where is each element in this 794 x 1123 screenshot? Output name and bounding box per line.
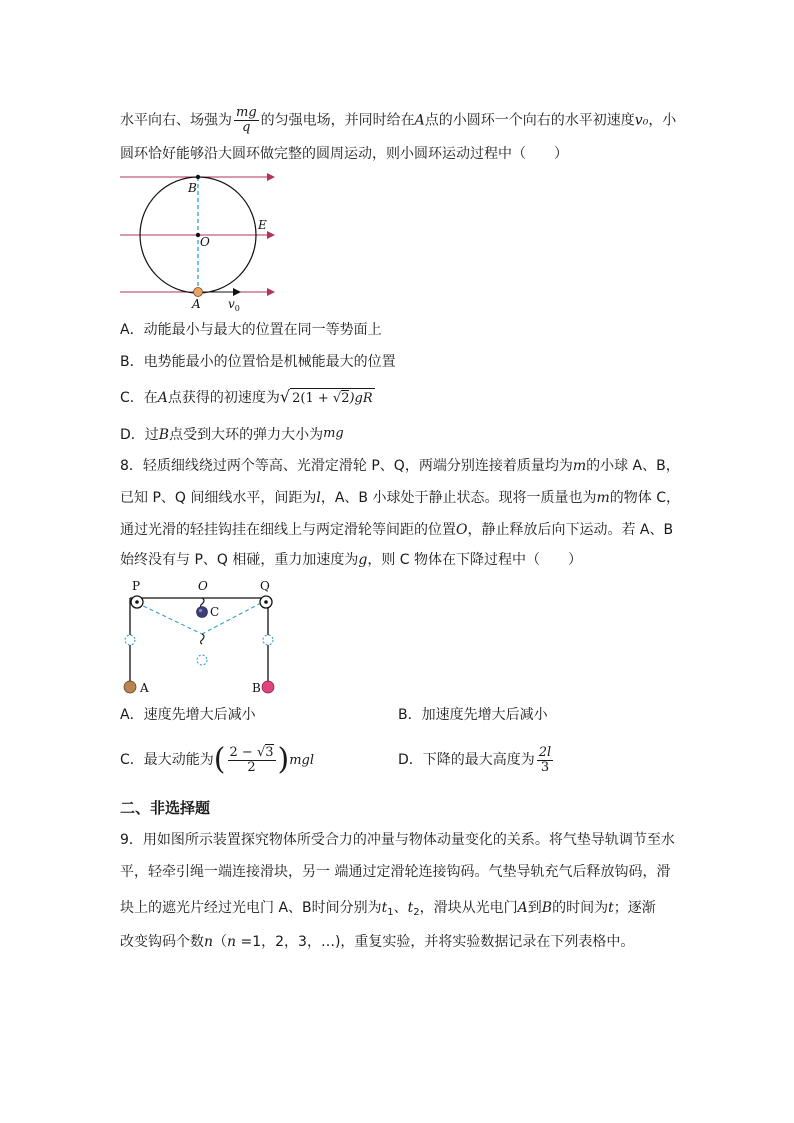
symbol-n: n	[227, 934, 237, 950]
sqrt-expression	[290, 388, 375, 409]
dashed-string-left	[137, 603, 202, 634]
label-b: B	[188, 181, 197, 195]
frac-den: q	[242, 120, 251, 135]
label-q: Q	[260, 579, 270, 593]
text: 的匀强电场，并同时给在	[260, 112, 415, 129]
value-mgl: mgl	[289, 753, 315, 768]
text: 已知 P、Q 间细线水平，间距为	[120, 490, 317, 506]
symbol-l: l	[316, 490, 321, 506]
text: ，A、B 小球处于静止状态。现将一质量也为	[320, 490, 597, 506]
label-a: A	[192, 297, 201, 311]
text: =1，2，3，…)，重复实验，并将实验数据记录在下列表格中。	[236, 934, 635, 950]
radical-sign: √	[279, 387, 291, 406]
label-b: B	[252, 681, 261, 695]
point-a: A	[517, 900, 528, 916]
symbol-t1: t	[381, 900, 388, 916]
q7-option-a[interactable]: A．动能最小与最大的位置在同一等势面上	[120, 322, 382, 338]
text: D．过	[120, 427, 159, 443]
label-a: A	[140, 681, 149, 695]
text: 改变钩码个数	[120, 934, 204, 950]
q9-line4	[120, 932, 634, 952]
point-a: A	[414, 112, 425, 129]
text: C．在	[120, 390, 158, 406]
pulley-p-axle	[135, 600, 139, 604]
text: D．下降的最大高度为	[398, 752, 535, 768]
q7-option-b[interactable]: B．电势能最小的位置恰是机械能最大的位置	[120, 354, 396, 370]
q8-option-b[interactable]: B．加速度先增大后减小	[398, 707, 548, 723]
q9-line1: 9．用如图所示装置探究物体所受合力的冲量与物体动量变化的关系。将气垫导轨调节至水	[120, 832, 675, 848]
fraction-2l-over-3	[537, 746, 553, 775]
q8-option-a[interactable]: A．速度先增大后减小	[120, 707, 256, 723]
subscript: 2	[413, 907, 420, 918]
point-b: B	[158, 427, 170, 443]
expr-part: 2	[341, 391, 350, 406]
section-heading: 二、非选择题	[120, 799, 211, 817]
point-a: A	[157, 390, 168, 406]
fraction-2-minus-root3-over-2	[228, 746, 276, 775]
frac-num	[228, 746, 276, 761]
text: 、	[393, 900, 408, 916]
pulley-q-axle	[264, 600, 268, 604]
q7-circle-figure	[118, 168, 288, 314]
symbol-m: m	[572, 458, 587, 474]
label-o: O	[198, 579, 208, 593]
text: 的时间为	[552, 900, 609, 916]
num-part: 2 −	[229, 744, 257, 760]
text: 水平向右、场强为	[120, 112, 232, 129]
ball-a	[124, 681, 136, 693]
right-paren: )	[277, 742, 290, 777]
text: 的物体 C，	[609, 490, 681, 506]
q8-line1	[120, 456, 680, 476]
text: 点的小圆环一个向右的水平初速度	[424, 112, 635, 129]
ghost-object-c	[197, 655, 207, 665]
q8-option-d[interactable]	[398, 740, 555, 780]
label-e: E	[258, 218, 267, 232]
point-o: O	[456, 522, 468, 538]
expr-part: 2(1 +	[292, 391, 333, 406]
text: 到	[527, 900, 542, 916]
num-part: 3	[265, 744, 274, 760]
value-mg: mg	[323, 426, 344, 441]
q9-line2: 平，轻牵引绳一端连接滑块，另一 端通过定滑轮连接钩码。气垫导轨充气后释放钩码，滑	[120, 864, 671, 880]
q7-option-c[interactable]	[120, 387, 375, 409]
frac-num: mg	[236, 105, 257, 120]
text: 始终没有与 P、Q 相碰，重力加速度为	[120, 552, 359, 568]
q8-line2	[120, 488, 680, 508]
ball-b	[262, 681, 274, 693]
text: ；逐渐	[613, 900, 656, 916]
text: C．最大动能为	[120, 752, 214, 768]
object-c	[197, 607, 208, 618]
text: 的小球 A、B，	[586, 458, 680, 474]
frac-den: 3	[540, 759, 550, 775]
q8-pulley-figure	[118, 574, 288, 700]
label-p: P	[132, 579, 141, 593]
q7-option-d[interactable]	[120, 424, 344, 445]
q8-line4	[120, 550, 582, 570]
inner-radical: √	[332, 391, 342, 406]
radical-sign: √	[256, 744, 266, 760]
q8-line3	[120, 520, 673, 540]
frac-num: 2l	[538, 744, 552, 760]
symbol-t: t	[608, 900, 614, 916]
text: ，滑块从光电门	[419, 900, 518, 916]
text: 点受到大环的弹力大小为	[169, 427, 324, 443]
fraction-mg-over-q	[234, 106, 259, 135]
text: ，静止释放后向下运动。若 A、B	[467, 522, 674, 538]
q7-line1	[120, 106, 676, 135]
subscript: 1	[387, 907, 394, 918]
text: 通过光滑的轻挂钩挂在细线上与两定滑轮等间距的位置	[120, 522, 456, 538]
ghost-ring-left	[125, 635, 135, 645]
text: 点获得的初速度为	[167, 390, 280, 406]
label-c: C	[210, 605, 220, 619]
text: 8．轻质细线绕过两个等高、光滑定滑轮 P、Q，两端分别连接着质量均为	[120, 458, 573, 474]
symbol-g: g	[358, 552, 368, 568]
ghost-ring-right	[263, 635, 273, 645]
frac-den: 2	[247, 759, 256, 775]
v0-symbol: v₀	[634, 112, 649, 129]
point-b: B	[541, 900, 553, 916]
small-ring-ball	[194, 288, 203, 297]
symbol-m: m	[596, 490, 610, 506]
symbol-t2: t	[407, 900, 414, 916]
expr-part: )gR	[349, 391, 373, 406]
label-o: O	[200, 235, 210, 249]
text: ，小	[648, 112, 677, 129]
text: ，则 C 物体在下降过程中（ ）	[367, 552, 583, 568]
q9-line3	[120, 898, 656, 923]
text: 块上的遮光片经过光电门 A、B时间分别为	[120, 900, 382, 916]
q8-option-c[interactable]	[120, 740, 314, 781]
q7-line2: 圆环恰好能够沿大圆环做完整的圆周运动，则小圆环运动过程中（ ）	[120, 146, 568, 162]
left-paren: (	[213, 742, 226, 777]
object-c-highlight	[199, 609, 202, 612]
symbol-n: n	[204, 934, 214, 950]
text: （	[213, 934, 228, 950]
point-b-dot	[196, 175, 200, 179]
ghost-hook	[201, 634, 205, 644]
label-v0: $v_0$	[228, 297, 240, 313]
